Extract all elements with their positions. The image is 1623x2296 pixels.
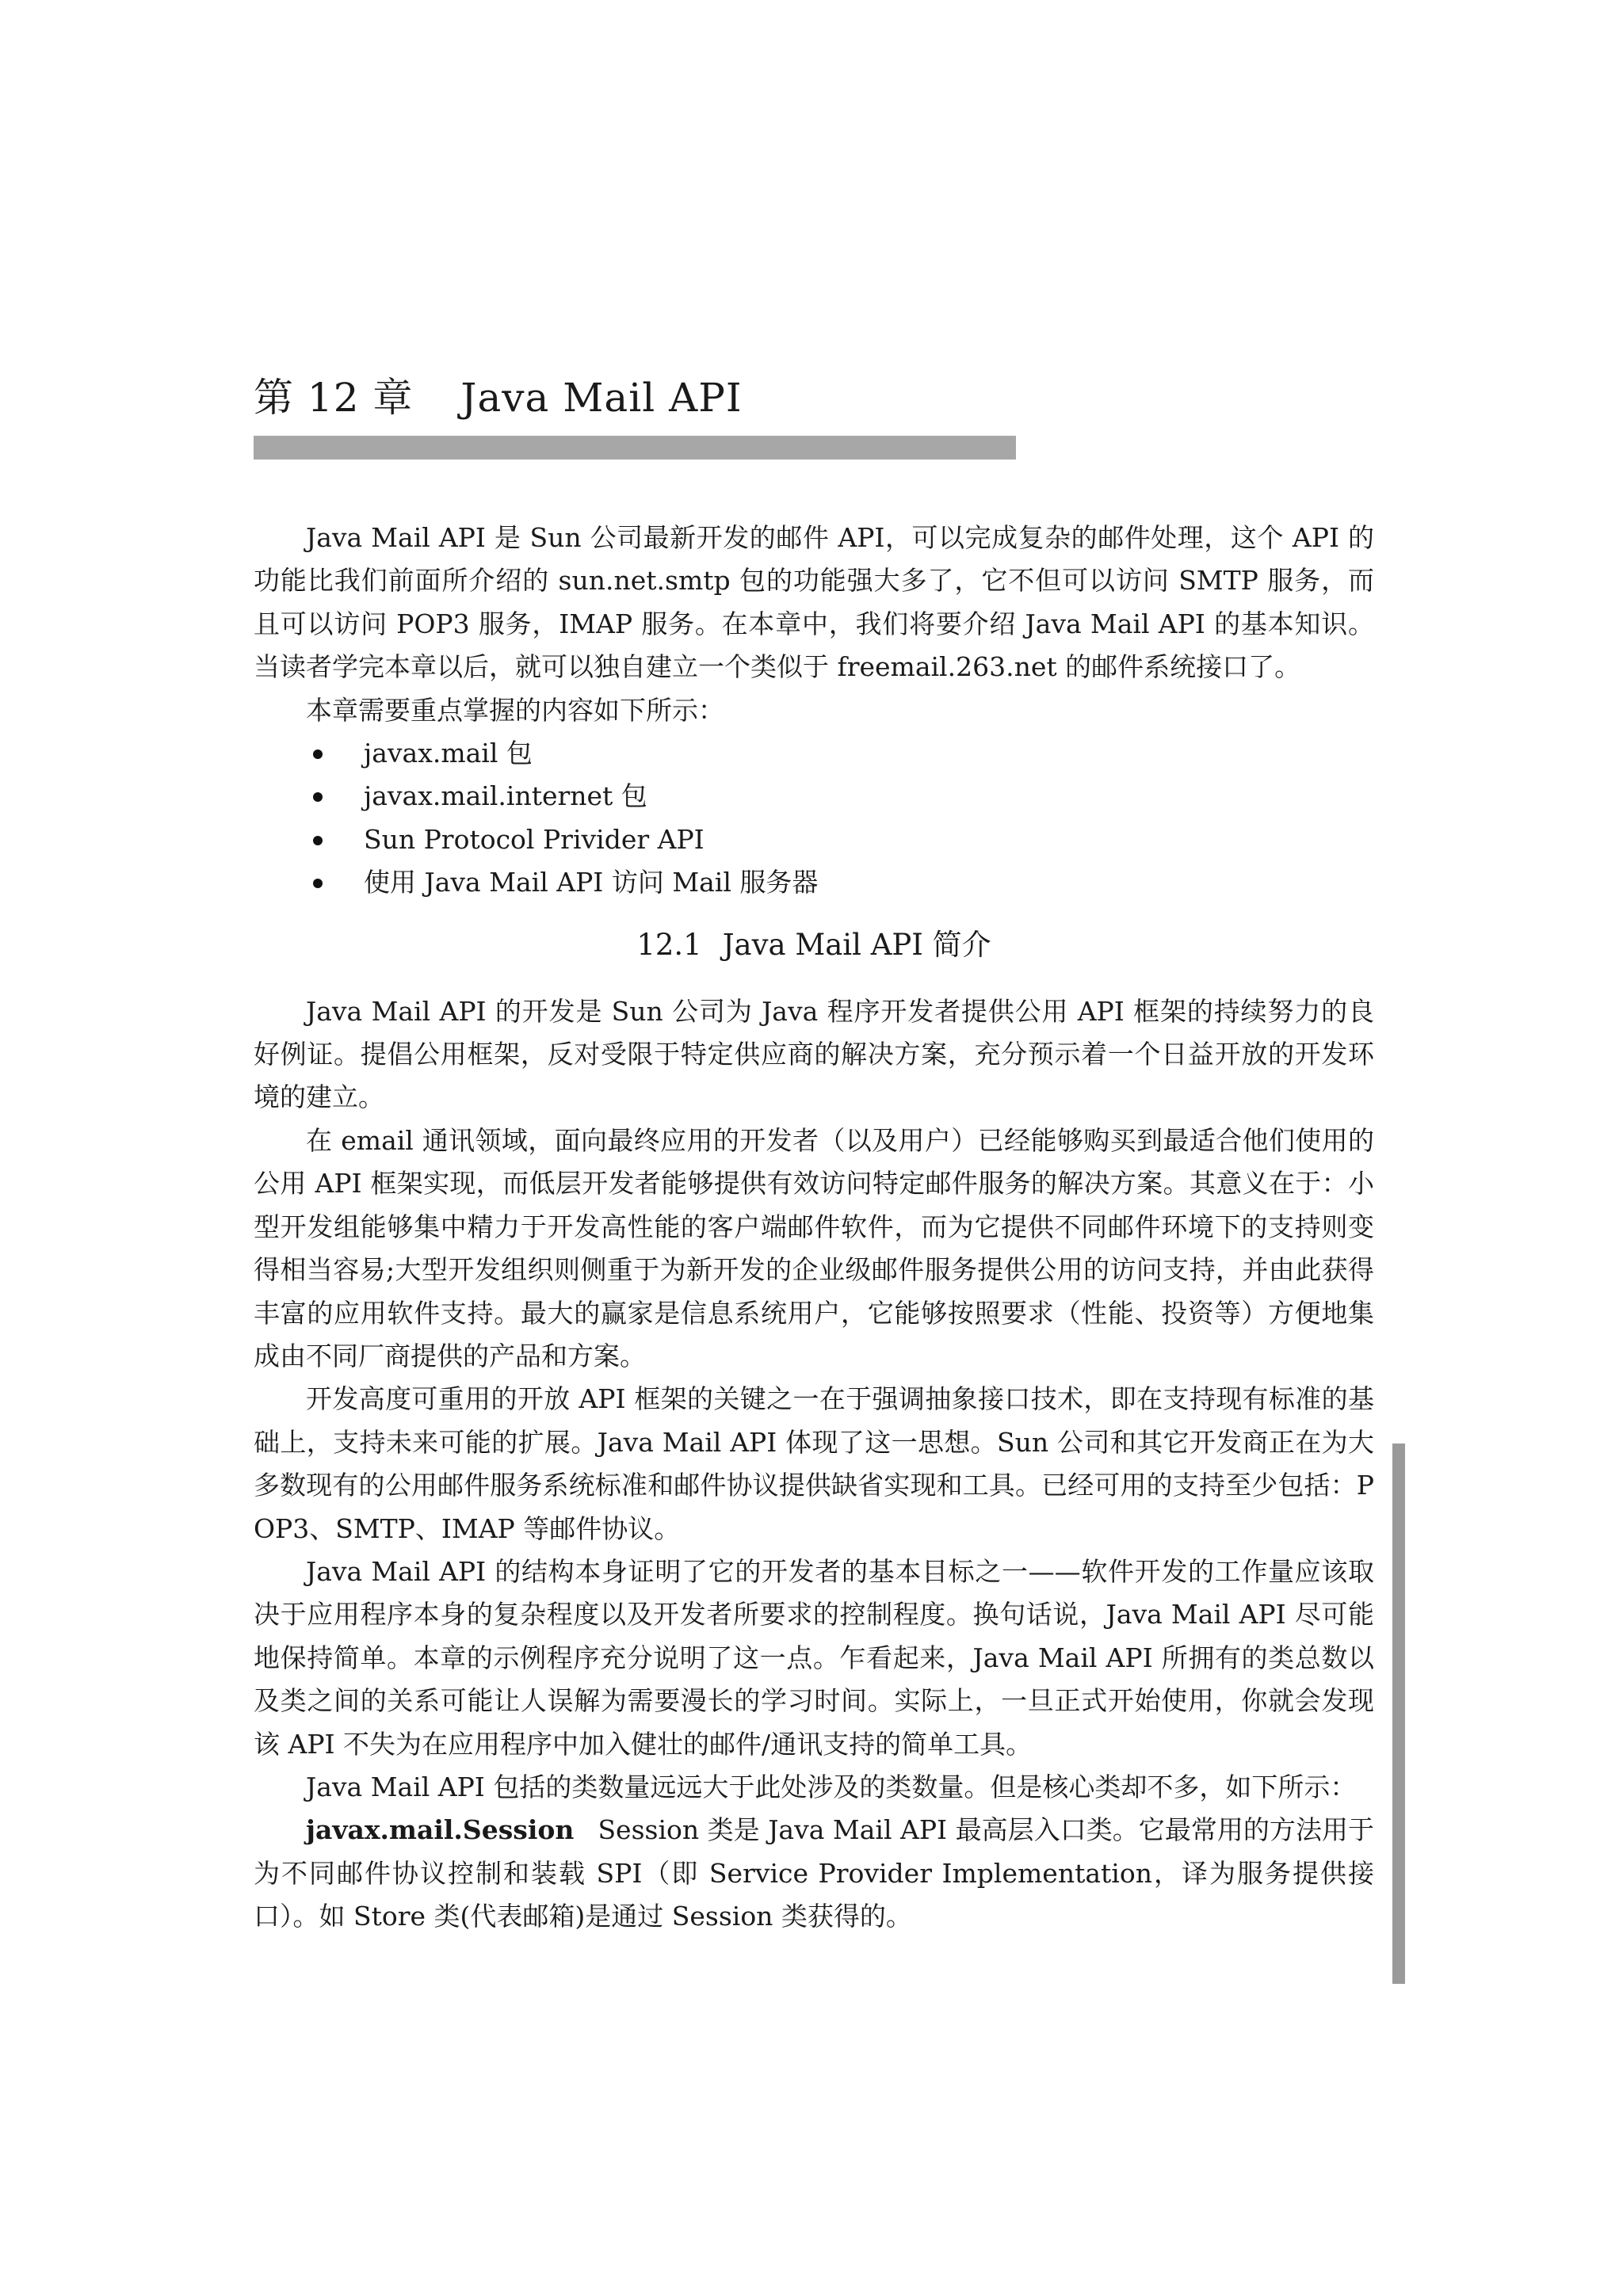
list-item: Sun Protocol Privider API [254, 818, 1374, 861]
session-class-paragraph [254, 1809, 1374, 1938]
bullet-icon [313, 749, 323, 759]
margin-bar [1392, 1444, 1405, 1984]
section-paragraph: Java Mail API 的结构本身证明了它的开发者的基本目标之一——软件开发的工作量应该取决于应用程序本身的复杂程度以及开发者所要求的控制程度。换句话说，Java Mail API 尽可能地保持简单。本章的示例程序充分说明了这一点。乍看起来，Java Mail API 所拥有的类总数以及类之间的关系可能让人误解为需要漫长的学习时间。实际上，一旦正式开始使用，你就会发现该 API 不失为在应用程序中加入健壮的邮件/通讯支持的简单工具。 [254, 1555, 1374, 1760]
bullet-icon [313, 836, 323, 845]
section-title: Java Mail API 简介 [722, 927, 991, 962]
list-item: javax.mail 包 [254, 732, 1374, 775]
section-paragraph: Java Mail API 包括的类数量远远大于此处涉及的类数量。但是核心类却不多，如下所示： [306, 1771, 1357, 1802]
intro-paragraph: Java Mail API 是 Sun 公司最新开发的邮件 API，可以完成复杂的邮件处理，这个 API 的功能比我们前面所介绍的 sun.net.smtp 包的功能强大多了，它不但可以访问 SMTP 服务，而且可以访问 POP3 服务，IMAP 服务。在本章中，我们将要介绍 Java Mail API 的基本知识。当读者学完本章以后，就可以独自建立一个类似于 freemail.263.net 的邮件系统接口了。 [254, 522, 1374, 683]
chapter-number: 第 12 章 [254, 375, 414, 421]
bullet-icon [313, 879, 323, 888]
page-body [254, 517, 1374, 1939]
section-number: 12.1 [636, 927, 702, 962]
chapter-title-rule [254, 436, 1016, 460]
key-points-intro: 本章需要重点掌握的内容如下所示： [306, 694, 724, 726]
section-paragraph: Java Mail API 的开发是 Sun 公司为 Java 程序开发者提供公用 API 框架的持续努力的良好例证。提倡公用框架，反对受限于特定供应商的解决方案，充分预示着一个日益开放的开发环境的建立。 [254, 995, 1374, 1113]
bullet-icon [313, 792, 323, 802]
section-paragraph: 在 email 通讯领域，面向最终应用的开发者（以及用户）已经能够购买到最适合他们使用的公用 API 框架实现，而低层开发者能够提供有效访问特定邮件服务的解决方案。其意义在于：小型开发组能够集中精力于开发高性能的客户端邮件软件，而为它提供不同邮件环境下的支持则变得相当容易;大型开发组织则侧重于为新开发的企业级邮件服务提供公用的访问支持，并由此获得丰富的应用软件支持。最大的赢家是信息系统用户，它能够按照要求（性能、投资等）方便地集成由不同厂商提供的产品和方案。 [254, 1124, 1374, 1371]
section-heading [254, 924, 1374, 967]
section-paragraph: 开发高度可重用的开放 API 框架的关键之一在于强调抽象接口技术，即在支持现有标准的基础上，支持未来可能的扩展。Java Mail API 体现了这一思想。Sun 公司和其它开发商正在为大多数现有的公用邮件服务系统标准和邮件协议提供缺省实现和工具。已经可用的支持至少包括：POP3、SMTP、IMAP 等邮件协议。 [254, 1383, 1374, 1544]
key-points-list [254, 732, 1374, 905]
session-class-term: javax.mail.Session [306, 1814, 575, 1846]
chapter-title [254, 366, 743, 423]
session-class-description: Session 类是 Java Mail API 最高层入口类。它最常用的方法用于为不同邮件协议控制和装载 SPI（即 Service Provider Implementation，译为服务提供接口）。如 Store 类(代表邮箱)是通过 Session 类获得的。 [254, 1814, 1374, 1932]
list-item: javax.mail.internet 包 [254, 775, 1374, 818]
list-item: 使用 Java Mail API 访问 Mail 服务器 [254, 861, 1374, 904]
chapter-name: Java Mail API [460, 375, 743, 421]
